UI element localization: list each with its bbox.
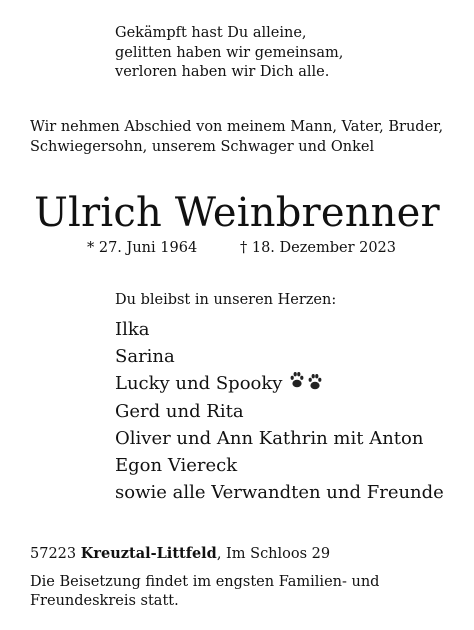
deceased-name: Ulrich Weinbrenner (34, 190, 440, 236)
survivors-list (115, 316, 444, 506)
funeral-line: Die Beisetzung findet im engsten Familien- und (30, 574, 380, 590)
survivor-name: sowie alle Verwandten und Freunde (115, 482, 444, 503)
survivor-name: Gerd und Rita (115, 401, 244, 422)
poem-line: verloren haben wir Dich alle. (115, 64, 330, 80)
funeral-line: Freundeskreis statt. (30, 593, 179, 609)
intro-line: Schwiegersohn, unserem Schwager und Onkel (30, 138, 375, 155)
address-postcode: 57223 (30, 546, 77, 562)
funeral-note (30, 573, 379, 611)
survivor-name: Lucky und Spooky (115, 373, 283, 394)
survivor-name: Egon Viereck (115, 455, 238, 476)
address-street: , Im Schloos 29 (216, 546, 331, 562)
survivor-name-pets (115, 370, 444, 398)
survivors-heading: Du bleibst in unseren Herzen: (115, 292, 337, 308)
poem-line: Gekämpft hast Du alleine, (115, 25, 307, 41)
memorial-poem (115, 24, 343, 83)
intro-line: Wir nehmen Abschied von meinem Mann, Vater, Bruder, (30, 119, 444, 135)
survivor-name: Ilka (115, 319, 150, 340)
survivor-name: Oliver und Ann Kathrin mit Anton (115, 428, 424, 449)
poem-line: gelitten haben wir gemeinsam, (115, 44, 344, 61)
birth-date: * 27. Juni 1964 (87, 240, 198, 256)
farewell-intro (30, 118, 443, 157)
mourning-address (30, 545, 330, 562)
survivor-name: Sarina (115, 346, 175, 367)
paw-prints-icon (288, 370, 326, 398)
address-city: Kreuztal-Littfeld (80, 545, 217, 562)
death-date: † 18. Dezember 2023 (240, 240, 397, 256)
